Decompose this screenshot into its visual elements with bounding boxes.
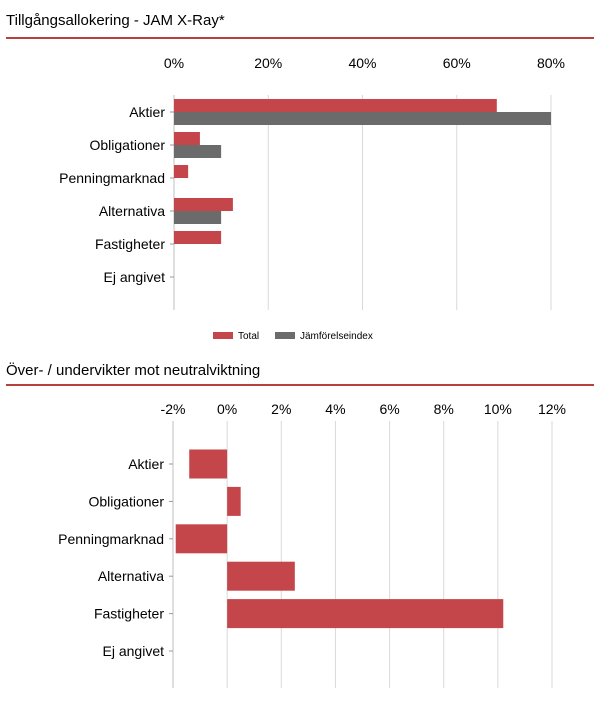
- x-tick-label: 0%: [217, 401, 238, 417]
- x-tick-label: 2%: [271, 401, 292, 417]
- legend-swatch-index: [275, 332, 295, 339]
- x-tick-label: 10%: [483, 401, 512, 417]
- chart1-title: Tillgångsallokering - JAM X-Ray*: [6, 12, 225, 29]
- bar-total: [227, 599, 503, 628]
- chart1-title-rule: [6, 37, 594, 39]
- bar-index: [174, 112, 551, 125]
- x-tick-label: 60%: [442, 55, 471, 71]
- bar-total: [227, 487, 241, 516]
- x-tick-label: 0%: [163, 55, 185, 71]
- allocation-chart: [0, 40, 608, 360]
- x-tick-label: 20%: [254, 55, 283, 71]
- category-label: Penningmarknad: [58, 530, 164, 547]
- category-label: Fastigheter: [94, 236, 165, 252]
- chart2-title-rule: [6, 384, 594, 386]
- bar-total: [174, 231, 221, 244]
- chart2-title: Över- / undervikter mot neutralviktning: [6, 362, 261, 379]
- x-tick-label: -2%: [160, 401, 186, 417]
- category-label: Alternativa: [98, 203, 165, 219]
- bar-total: [227, 562, 295, 591]
- legend-swatch-total: [213, 332, 233, 339]
- bar-total: [174, 198, 233, 211]
- category-label: Ej angivet: [102, 643, 164, 659]
- bar-total: [176, 524, 227, 553]
- bar-total: [189, 450, 227, 479]
- x-tick-label: 6%: [379, 401, 400, 417]
- x-tick-label: 8%: [433, 401, 454, 417]
- category-label: Penningmarknad: [59, 170, 165, 186]
- bar-index: [174, 145, 221, 158]
- legend-label-index: Jämförelseindex: [300, 331, 373, 342]
- x-tick-label: 4%: [325, 401, 346, 417]
- bar-total: [174, 99, 497, 112]
- category-label: Ej angivet: [103, 269, 165, 285]
- legend-label-total: Total: [238, 331, 260, 342]
- x-tick-label: 80%: [536, 55, 566, 71]
- category-label: Alternativa: [97, 568, 164, 585]
- x-tick-label: 40%: [348, 55, 377, 71]
- category-label: Fastigheter: [93, 605, 164, 622]
- category-label: Aktier: [128, 456, 164, 472]
- x-tick-label: 12%: [537, 401, 567, 417]
- category-label: Obligationer: [89, 137, 165, 153]
- bar-total: [174, 165, 188, 178]
- overweight-chart: [0, 388, 608, 708]
- bar-total: [174, 132, 200, 145]
- category-label: Obligationer: [88, 493, 164, 510]
- category-label: Aktier: [129, 104, 165, 120]
- bar-index: [174, 211, 221, 224]
